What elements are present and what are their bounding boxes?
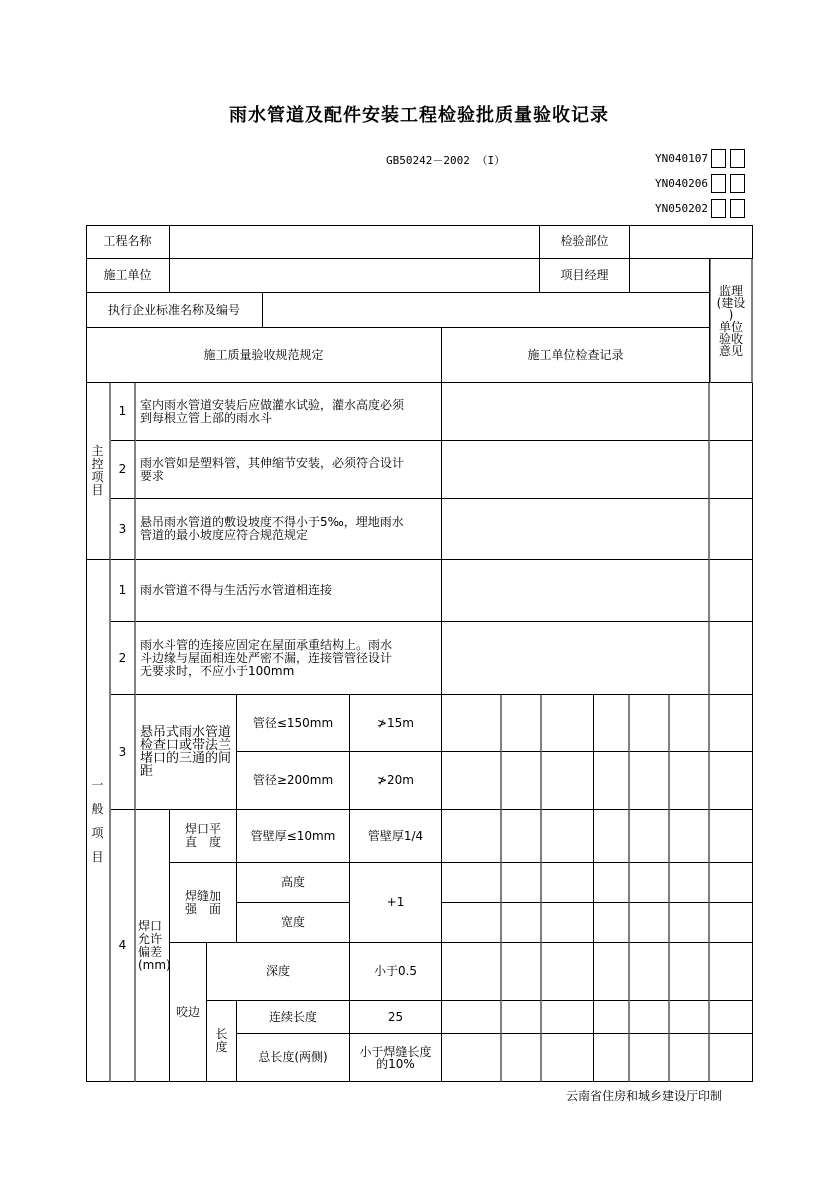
weld-deviation-label: 焊口 允许 偏差 (mm) [136, 810, 170, 1082]
project-name-label: 工程名称 [86, 225, 170, 259]
measurement-cell[interactable] [630, 752, 670, 810]
undercut-depth-label: 深度 [207, 943, 350, 1001]
enterprise-standard-label: 执行企业标准名称及编号 [86, 293, 263, 328]
general-item-opinion[interactable] [710, 560, 753, 622]
measurement-cell[interactable] [670, 1034, 710, 1082]
measurement-cell[interactable] [594, 695, 630, 752]
measurement-cell[interactable] [670, 1001, 710, 1034]
measurement-cell[interactable] [502, 903, 542, 943]
code-box-2a[interactable] [711, 174, 726, 193]
general-item-opinion[interactable] [710, 622, 753, 695]
form-code-3: YN050202 [655, 202, 708, 215]
undercut-depth-limit: 小于0.5 [350, 943, 442, 1001]
supervisor-opinion-header: 监理 (建设 ) 单位 验收 意见 [710, 259, 753, 383]
project-name-field[interactable] [170, 225, 540, 259]
general-item-no: 2 [111, 622, 136, 695]
measurement-cell[interactable] [594, 943, 630, 1001]
reinforcement-height-label: 高度 [237, 863, 350, 903]
reinforcement-limit: +1 [350, 863, 442, 943]
code-box-1b[interactable] [730, 149, 745, 168]
weld-flatness-condition: 管壁厚≤10mm [237, 810, 350, 863]
opinion-cell[interactable] [710, 1001, 753, 1034]
measurement-cell[interactable] [542, 752, 594, 810]
measurement-cell[interactable] [502, 863, 542, 903]
main-item-no: 2 [111, 441, 136, 499]
main-item-no: 1 [111, 383, 136, 441]
measurement-cell[interactable] [542, 810, 594, 863]
general-item-text: 雨水斗管的连接应固定在屋面承重结构上。雨水 斗边缘与屋面相连处严密不漏，连接管管径设计 无要求时，不应小于100mm [136, 622, 442, 695]
measurement-cell[interactable] [594, 1001, 630, 1034]
enterprise-standard-field[interactable] [263, 293, 710, 328]
main-item-opinion[interactable] [710, 441, 753, 499]
measurement-cell[interactable] [630, 810, 670, 863]
inspection-part-field[interactable] [630, 225, 753, 259]
record-column-header: 施工单位检查记录 [442, 328, 710, 383]
measurement-cell[interactable] [442, 810, 502, 863]
general-item-text: 雨水管道不得与生活污水管道相连接 [136, 560, 442, 622]
measurement-cell[interactable] [542, 903, 594, 943]
opinion-cell[interactable] [710, 810, 753, 863]
measurement-cell[interactable] [630, 863, 670, 903]
main-item-record[interactable] [442, 441, 710, 499]
measurement-cell[interactable] [542, 943, 594, 1001]
measurement-cell[interactable] [670, 903, 710, 943]
measurement-cell[interactable] [594, 903, 630, 943]
general-item-no: 1 [111, 560, 136, 622]
spec-column-header: 施工质量验收规范规定 [86, 328, 442, 383]
opinion-cell[interactable] [710, 695, 753, 752]
opinion-cell[interactable] [710, 903, 753, 943]
total-length-label: 总长度(两侧) [237, 1034, 350, 1082]
form-code-1: YN040107 [655, 152, 708, 165]
measurement-cell[interactable] [670, 695, 710, 752]
measurement-cell[interactable] [670, 752, 710, 810]
measurement-cell[interactable] [502, 1034, 542, 1082]
measurement-cell[interactable] [502, 695, 542, 752]
pipe-diameter-condition: 管径≥200mm [237, 752, 350, 810]
page-title: 雨水管道及配件安装工程检验批质量验收记录 [229, 105, 609, 126]
contractor-field[interactable] [170, 259, 540, 293]
main-item-no: 3 [111, 499, 136, 560]
general-item-record[interactable] [442, 560, 710, 622]
opinion-cell[interactable] [710, 1034, 753, 1082]
measurement-cell[interactable] [502, 752, 542, 810]
measurement-cell[interactable] [442, 903, 502, 943]
measurement-cell[interactable] [502, 810, 542, 863]
opinion-cell[interactable] [710, 752, 753, 810]
measurement-cell[interactable] [542, 1001, 594, 1034]
main-item-text: 雨水管如是塑料管，其伸缩节安装，必须符合设计 要求 [136, 441, 442, 499]
general-items-group-label: 一 般 项 目 [86, 560, 111, 1082]
measurement-cell[interactable] [542, 695, 594, 752]
reinforcement-width-label: 宽度 [237, 903, 350, 943]
main-item-record[interactable] [442, 383, 710, 441]
main-item-text: 悬吊雨水管道的敷设坡度不得小于5‰，埋地雨水 管道的最小坡度应符合规范规定 [136, 499, 442, 560]
main-item-opinion[interactable] [710, 383, 753, 441]
measurement-cell[interactable] [630, 943, 670, 1001]
measurement-cell[interactable] [594, 810, 630, 863]
measurement-cell[interactable] [670, 943, 710, 1001]
measurement-cell[interactable] [502, 1001, 542, 1034]
measurement-cell[interactable] [630, 695, 670, 752]
continuous-length-limit: 25 [350, 1001, 442, 1034]
measurement-cell[interactable] [502, 943, 542, 1001]
general-item-record[interactable] [442, 622, 710, 695]
code-box-3a[interactable] [711, 199, 726, 218]
general-item-no: 4 [111, 810, 136, 1082]
total-length-limit: 小于焊缝长度 的10% [350, 1034, 442, 1082]
general-item-text: 悬吊式雨水管道 检查口或带法兰 堵口的三通的间 距 [136, 695, 237, 810]
measurement-cell[interactable] [442, 1001, 502, 1034]
measurement-cell[interactable] [670, 863, 710, 903]
measurement-cell[interactable] [594, 752, 630, 810]
undercut-length-label: 长 度 [207, 1001, 237, 1082]
spacing-limit: ≯20m [350, 752, 442, 810]
continuous-length-label: 连续长度 [237, 1001, 350, 1034]
general-item-no: 3 [111, 695, 136, 810]
standard-reference: GB50242－2002 （I） [386, 154, 506, 167]
inspection-part-label: 检验部位 [540, 225, 630, 259]
measurement-cell[interactable] [542, 863, 594, 903]
project-manager-field[interactable] [630, 259, 710, 293]
code-box-2b[interactable] [730, 174, 745, 193]
code-box-3b[interactable] [730, 199, 745, 218]
project-manager-label: 项目经理 [540, 259, 630, 293]
form-code-2: YN040206 [655, 177, 708, 190]
measurement-cell[interactable] [630, 1001, 670, 1034]
weld-flatness-limit: 管壁厚1/4 [350, 810, 442, 863]
main-item-record[interactable] [442, 499, 710, 560]
measurement-cell[interactable] [442, 695, 502, 752]
measurement-cell[interactable] [670, 810, 710, 863]
opinion-cell[interactable] [710, 863, 753, 903]
measurement-cell[interactable] [630, 1034, 670, 1082]
main-items-group-label: 主 控 项 目 [86, 383, 111, 560]
measurement-cell[interactable] [442, 863, 502, 903]
measurement-cell[interactable] [630, 903, 670, 943]
code-box-1a[interactable] [711, 149, 726, 168]
measurement-cell[interactable] [442, 943, 502, 1001]
measurement-cell[interactable] [594, 1034, 630, 1082]
measurement-cell[interactable] [594, 863, 630, 903]
spacing-limit: ≯15m [350, 695, 442, 752]
measurement-cell[interactable] [442, 1034, 502, 1082]
opinion-cell[interactable] [710, 943, 753, 1001]
weld-reinforcement-label: 焊缝加 强 面 [170, 863, 237, 943]
measurement-cell[interactable] [442, 752, 502, 810]
pipe-diameter-condition: 管径≤150mm [237, 695, 350, 752]
main-item-text: 室内雨水管道安装后应做灌水试验，灌水高度必须 到每根立管上部的雨水斗 [136, 383, 442, 441]
weld-flatness-label: 焊口平 直 度 [170, 810, 237, 863]
measurement-cell[interactable] [542, 1034, 594, 1082]
contractor-label: 施工单位 [86, 259, 170, 293]
printer-note: 云南省住房和城乡建设厅印制 [566, 1089, 723, 1103]
main-item-opinion[interactable] [710, 499, 753, 560]
undercut-label: 咬边 [170, 943, 207, 1082]
